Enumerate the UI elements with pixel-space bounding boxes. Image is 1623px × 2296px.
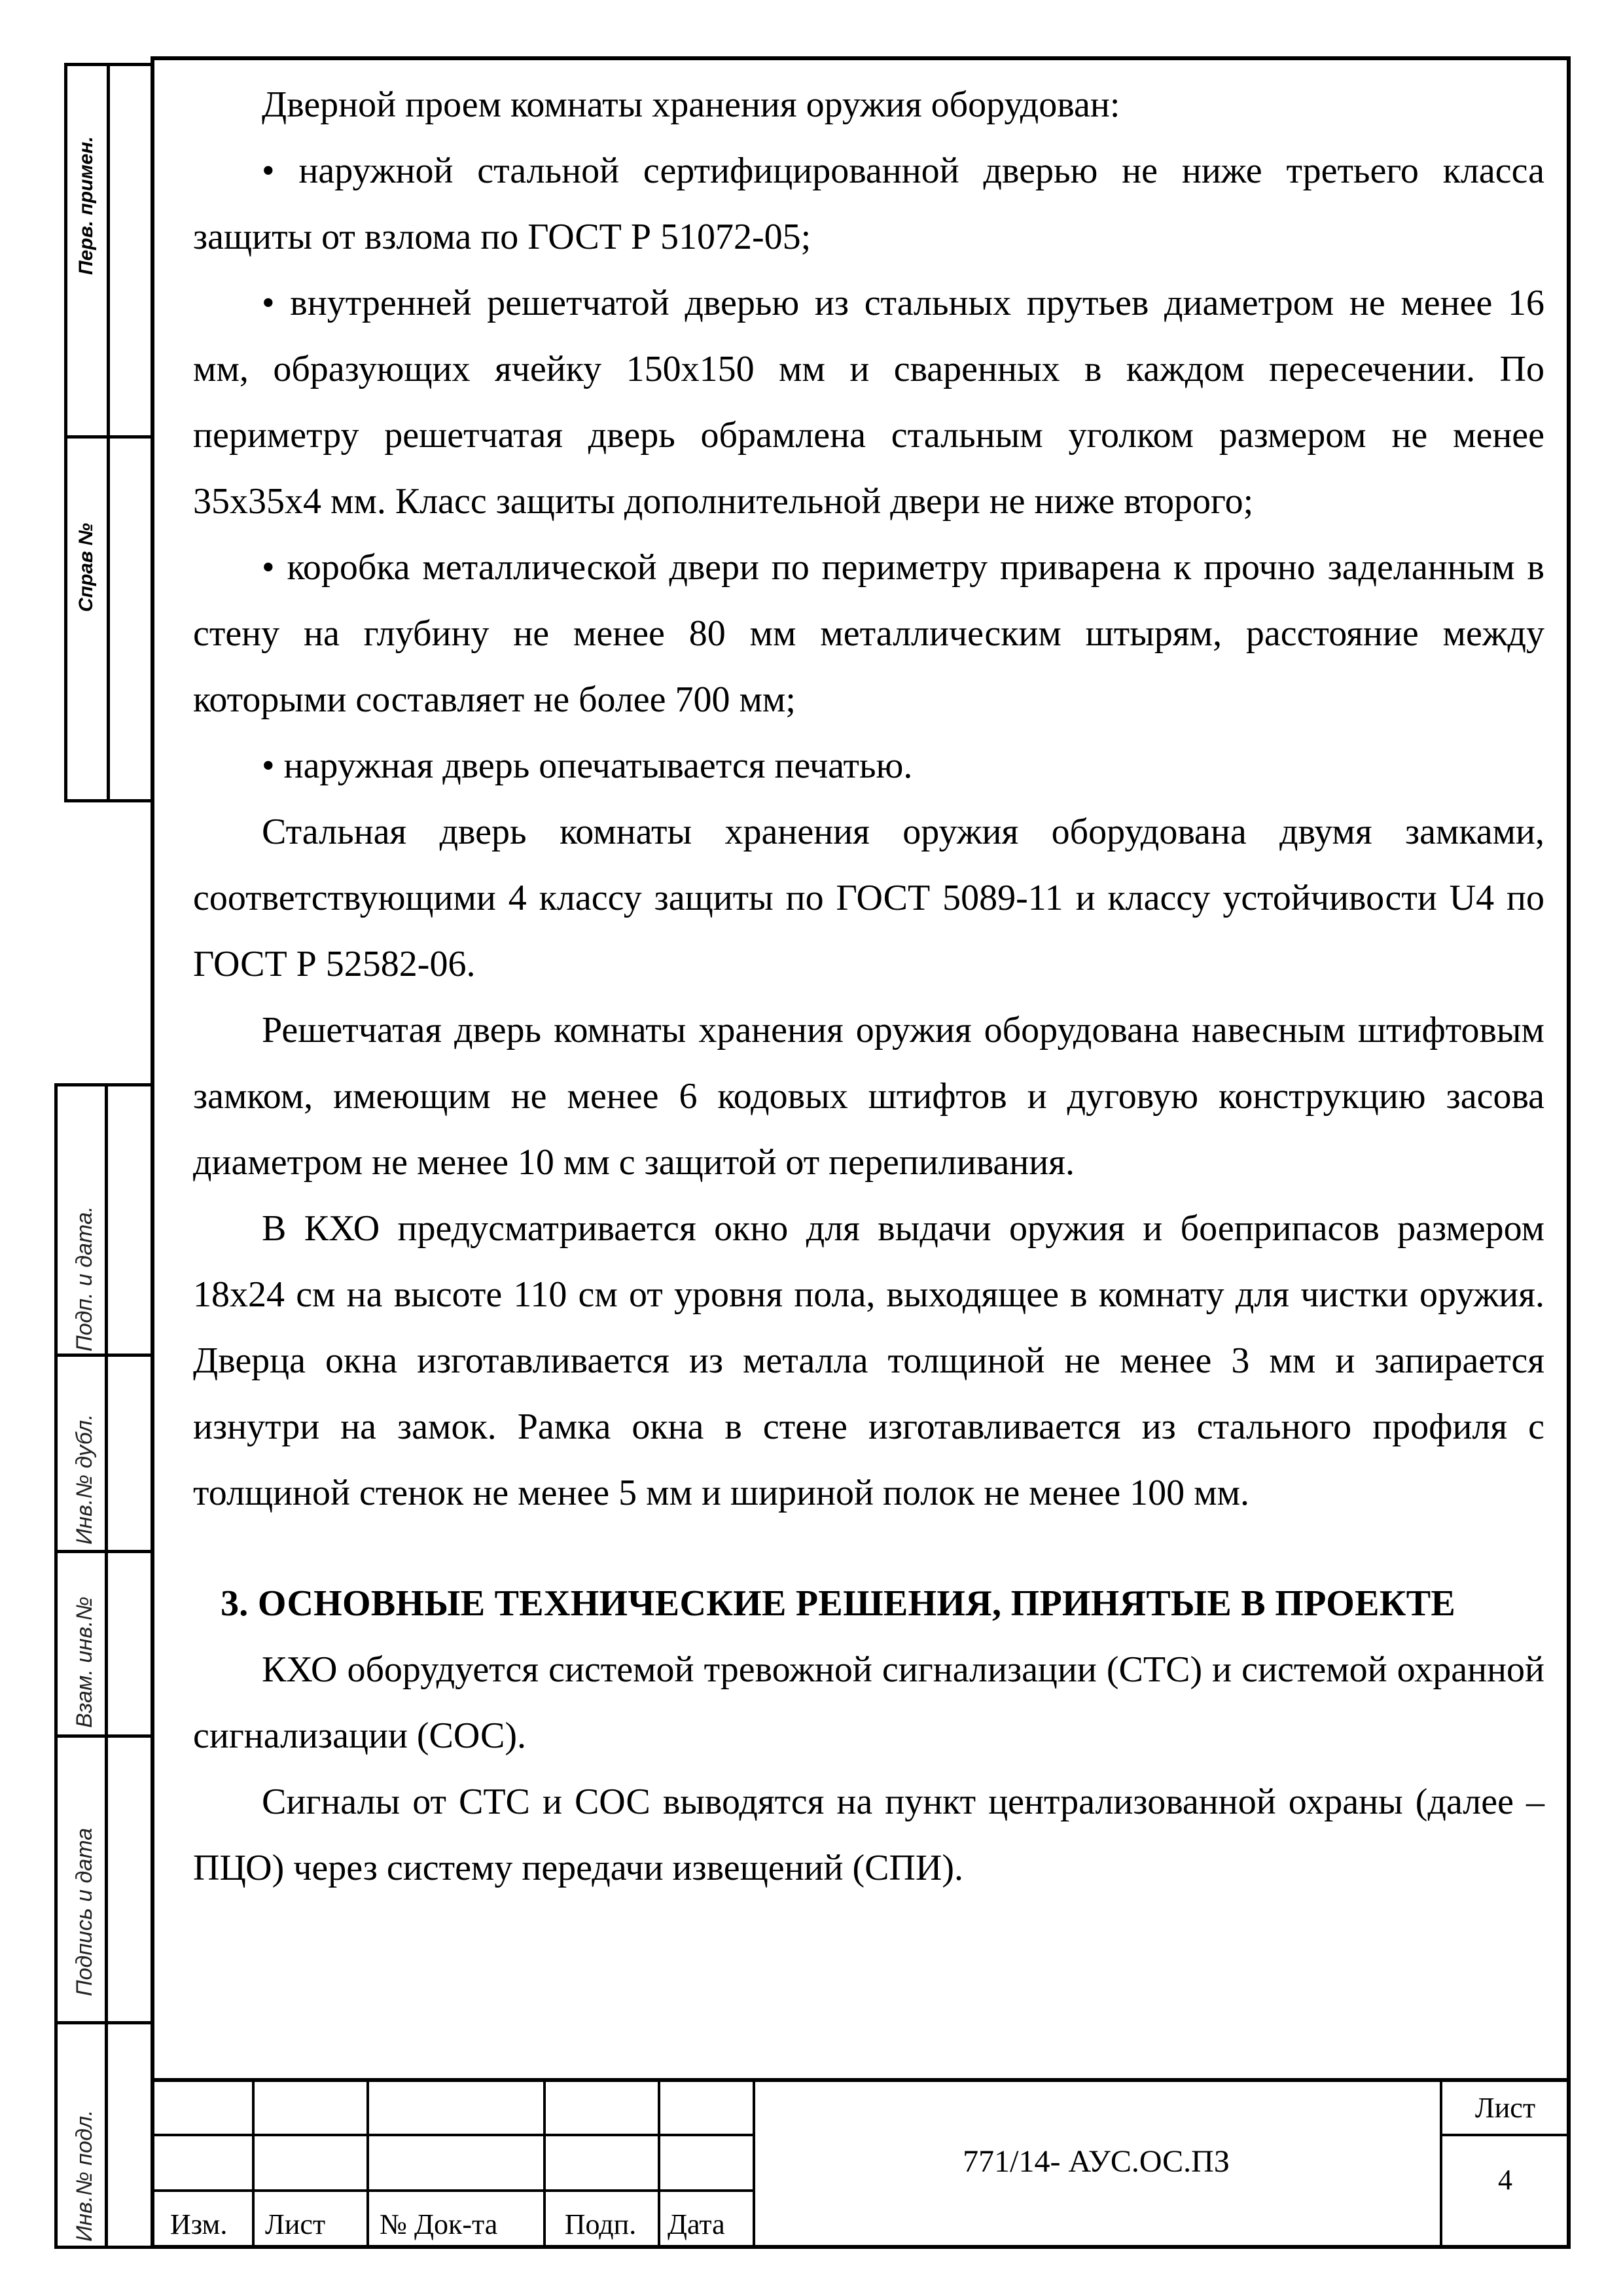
stamp-grid-line <box>1440 2134 1571 2136</box>
stamp-grid-line <box>151 2134 753 2136</box>
section-heading: 3. ОСНОВНЫЕ ТЕХНИЧЕСКИЕ РЕШЕНИЯ, ПРИНЯТЫЕ В ПРОЕКТЕ <box>221 1583 1456 1624</box>
side-divider <box>105 1083 108 2249</box>
stamp-grid-line <box>658 2078 660 2249</box>
paragraph: Стальная дверь комнаты хранения оружия оборудована двумя замками, соответствующими 4 классу защиты по ГОСТ 5089-11 и классу устойчивости U4 по ГОСТ Р 52582-06. <box>193 812 1544 984</box>
side-label-inv-podl: Инв.№ подл. <box>72 2109 97 2242</box>
side-divider <box>64 435 154 439</box>
stamp-border <box>151 2078 1571 2082</box>
title-block <box>151 2078 1571 2249</box>
stamp-grid-line <box>366 2078 369 2249</box>
side-divider <box>54 1354 154 1357</box>
bullet-item: • наружной стальной сертифицированной дверью не ниже третьего класса защиты от взлома по ГОСТ Р 51072-05; <box>193 151 1544 257</box>
paragraph: КХО оборудуется системой тревожной сигнализации (СТС) и системой охранной сигнализации (СОС). <box>193 1649 1544 1756</box>
side-divider <box>54 1734 154 1738</box>
paragraph: Сигналы от СТС и СОС выводятся на пункт централизованной охраны (далее – ПЦО) через систему передачи извещений (СПИ). <box>193 1782 1544 1888</box>
stamp-col-podp: Подп. <box>564 2208 637 2240</box>
bullet-item: • наружная дверь опечатывается печатью. <box>262 745 913 786</box>
side-label-podp-data: Подп. и дата. <box>72 1206 97 1352</box>
paragraph: Дверной проем комнаты хранения оружия оборудован: <box>262 84 1120 125</box>
side-divider <box>54 2021 154 2024</box>
bullet-item: • внутренней решетчатой дверью из стальных прутьев диаметром не менее 16 мм, образующих ячейку 150х150 мм и сваренных в каждом пересечении. По периметру решетчатая дверь обрамлена стальным уголком размером не менее 35х35х4 мм. Класс защиты дополнительной двери не ниже второго; <box>193 283 1544 522</box>
sheet-label: Лист <box>1474 2092 1536 2124</box>
side-divider <box>107 63 110 802</box>
side-label-perv-primen: Перв. примен. <box>75 136 97 275</box>
paragraph: В КХО предусматривается окно для выдачи оружия и боеприпасов размером 18х24 см на высоте 110 см от уровня пола, выходящее в комнату для чистки оружия. Дверца окна изготавливается из металла толщиной не менее 3 мм и запирается изнутри на замок. Рамка окна в стене изготавливается из стального профиля с толщиной стенок не менее 5 мм и шириной полок не менее 100 мм. <box>193 1208 1544 1513</box>
side-label-inv-dubl: Инв.№ дубл. <box>72 1414 97 1545</box>
document-code: 771/14- АУС.ОС.ПЗ <box>963 2144 1230 2179</box>
stamp-col-izm: Изм. <box>170 2208 228 2240</box>
stamp-col-data: Дата <box>668 2208 725 2240</box>
bullet-item: • коробка металлической двери по периметру приварена к прочно заделанным в стену на глубину не менее 80 мм металлическим штырям, расстояние между которыми составляет не более 700 мм; <box>193 547 1544 720</box>
stamp-grid-line <box>252 2078 255 2249</box>
side-label-sprav-no: Справ № <box>75 523 97 612</box>
stamp-grid-line <box>151 2189 753 2192</box>
document-body <box>193 72 1544 1901</box>
side-divider <box>54 1550 154 1553</box>
side-label-vzam-inv: Взам. инв.№ <box>72 1596 97 1728</box>
stamp-col-dok: № Док-та <box>380 2208 498 2240</box>
stamp-col-list: Лист <box>265 2208 326 2240</box>
side-label-podpis-data: Подпись и дата <box>72 1827 97 1996</box>
sheet-number: 4 <box>1498 2164 1512 2196</box>
paragraph: Решетчатая дверь комнаты хранения оружия оборудована навесным штифтовым замком, имеющим не менее 6 кодовых штифтов и дуговую конструкцию засова диаметром не менее 10 мм с защитой от перепиливания. <box>193 1010 1544 1183</box>
